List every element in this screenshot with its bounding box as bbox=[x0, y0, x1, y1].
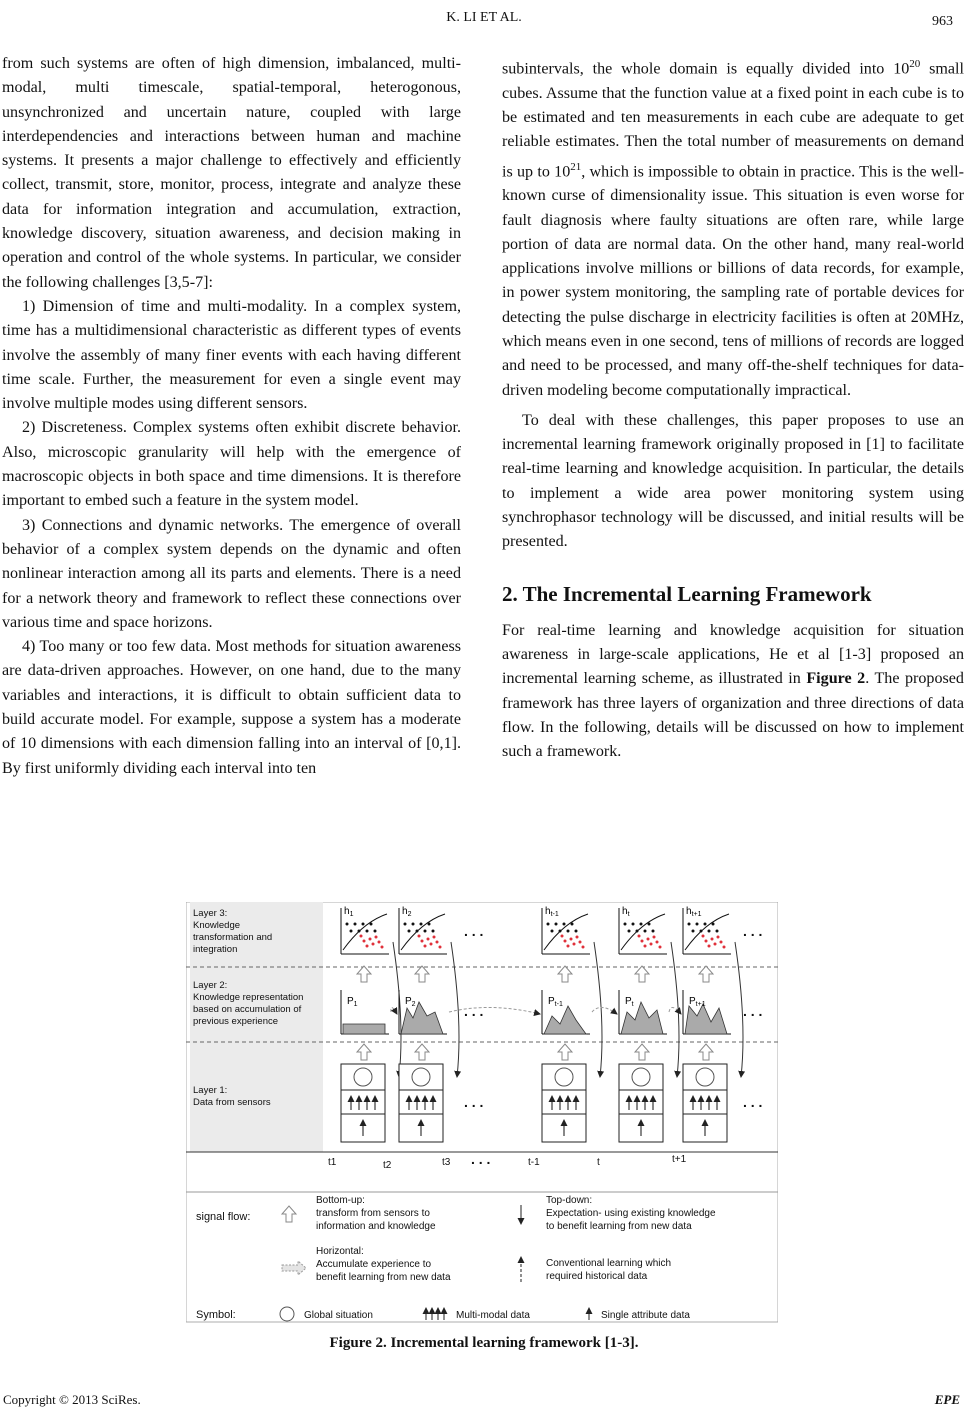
data-point bbox=[439, 946, 442, 949]
data-point bbox=[381, 946, 384, 949]
data-point bbox=[555, 923, 558, 926]
text-run: , which is impossible to obtain in practice. This is the well-known curse of dimensionality issue. This situation is even worse for fault diagnosis where faulty situations are often rare, while large portion of data are normal data. On the other hand, many real-world applications involve millions or billions of data records, for example, in power system monitoring, the sampling rate of portable devices for detecting the pulse discharge in electricity facilities is often at 20MHz, which means even in one second, tens of millions of records are logged and need to be processed, and many off-the-shelf techniques for data-driven modeling become computationally impractical. bbox=[502, 162, 964, 399]
data-point bbox=[712, 923, 715, 926]
data-point bbox=[366, 945, 369, 948]
plot-label: $h_1$ bbox=[344, 906, 354, 918]
data-point bbox=[428, 923, 431, 926]
data-point bbox=[408, 930, 411, 933]
data-point bbox=[641, 940, 644, 943]
data-point bbox=[561, 935, 564, 938]
horizontal-legend: Horizontal: Accumulate experience to benefit learning from new data bbox=[316, 1246, 451, 1283]
paragraph: To deal with these challenges, this paper proposes to use an incremental learning framework originally proposed in [1] to facilitate real-time learning and knowledge acquisition. In particular, the details to implement a wide area power monitoring system using synchrophasor technology will be discussed, and initial results will be presented. bbox=[502, 411, 964, 551]
data-point bbox=[427, 938, 430, 941]
figure-caption: Figure 2. Incremental learning framework [1-3]. bbox=[329, 1335, 639, 1351]
paragraph: 4) Too many or too few data. Most methods for situation awareness are data-driven approaches. However, on one hand, due to the many variables and interactions, it is difficult to obtain sufficient data to build accurate model. For example, suppose a system has a moderate of 10 dimensions with each dimension falling into an interval of [0,1]. By first uniformly dividing each interval into ten bbox=[2, 638, 461, 777]
data-point bbox=[632, 923, 635, 926]
time-label: t bbox=[597, 1157, 600, 1168]
data-point bbox=[424, 945, 427, 948]
global-situation-icon bbox=[280, 1307, 294, 1321]
data-point bbox=[576, 936, 579, 939]
data-point bbox=[412, 923, 415, 926]
data-point bbox=[433, 936, 436, 939]
data-point bbox=[702, 935, 705, 938]
data-point bbox=[363, 940, 366, 943]
single-attribute-text: Single attribute data bbox=[601, 1310, 690, 1321]
data-point bbox=[708, 930, 711, 933]
paragraph: 1) Dimension of time and multi-modality. In a complex system, time has a multidimensional characteristic as different types of events involve the assembly of many finer events with each having different time scale. Further, the measurement for even a single event may involve multiple modes using different sensors. bbox=[2, 297, 461, 413]
data-point bbox=[564, 940, 567, 943]
data-point bbox=[573, 943, 576, 946]
data-point bbox=[567, 930, 570, 933]
paragraph: 3) Connections and dynamic networks. The emergence of overall behavior of a complex system depends on the dynamic and often nonlinear interaction among all its parts and elements. There is a need for a network theory and framework to reflect these connections over various time and space horizons. bbox=[2, 516, 461, 631]
data-point bbox=[362, 923, 365, 926]
plot-label: $h_{t-1}$ bbox=[545, 906, 559, 918]
data-point bbox=[720, 941, 723, 944]
data-point bbox=[640, 923, 643, 926]
time-label: t+1 bbox=[672, 1154, 687, 1165]
journal-abbrev: EPE bbox=[934, 1392, 960, 1407]
data-point bbox=[372, 943, 375, 946]
data-point bbox=[716, 930, 719, 933]
global-situation-icon bbox=[555, 1068, 573, 1086]
page-number: 963 bbox=[932, 14, 953, 29]
ellipsis: . . . bbox=[464, 1094, 484, 1110]
data-point bbox=[346, 923, 349, 926]
data-point bbox=[652, 930, 655, 933]
data-point bbox=[559, 930, 562, 933]
running-header bbox=[0, 8, 968, 30]
data-point bbox=[547, 923, 550, 926]
figure-incremental-learning bbox=[186, 902, 778, 1324]
time-label: t1 bbox=[328, 1157, 337, 1168]
right-column bbox=[502, 52, 964, 764]
data-point bbox=[624, 923, 627, 926]
data-point bbox=[551, 930, 554, 933]
layer1-label: Layer 1: Data from sensors bbox=[193, 1085, 271, 1108]
data-point bbox=[418, 935, 421, 938]
ellipsis: . . . bbox=[743, 923, 763, 939]
data-point bbox=[696, 923, 699, 926]
ellipsis: . . . bbox=[471, 1151, 491, 1167]
time-label: t3 bbox=[442, 1157, 451, 1168]
running-title: K. LI ET AL. bbox=[446, 10, 522, 25]
bottom-up-legend: Bottom-up: transform from sensors to information and knowledge bbox=[316, 1195, 436, 1232]
data-point bbox=[570, 938, 573, 941]
data-point bbox=[430, 943, 433, 946]
data-point bbox=[350, 930, 353, 933]
data-point bbox=[369, 938, 372, 941]
plot-label: $h_t$ bbox=[622, 906, 630, 918]
data-point bbox=[575, 930, 578, 933]
data-point bbox=[644, 945, 647, 948]
copyright: Copyright © 2013 SciRes. bbox=[3, 1392, 141, 1407]
data-point bbox=[692, 930, 695, 933]
data-point bbox=[723, 946, 726, 949]
data-point bbox=[648, 923, 651, 926]
signal-flow-label: signal flow: bbox=[196, 1211, 251, 1223]
data-point bbox=[700, 930, 703, 933]
paragraph: 2) Discreteness. Complex systems often exhibit discrete behavior. Also, microscopic granularity will help with the emergence of macroscopic objects in both space and time dimensions. It is therefore important to embed such a feature in the system model. bbox=[2, 419, 461, 510]
paragraph bbox=[502, 52, 964, 403]
data-point bbox=[375, 936, 378, 939]
framework-diagram bbox=[186, 902, 778, 1324]
superscript: 21 bbox=[570, 160, 582, 173]
left-column bbox=[2, 52, 461, 781]
plot-label: $h_2$ bbox=[402, 906, 412, 918]
data-point bbox=[638, 935, 641, 938]
data-point bbox=[656, 941, 659, 944]
distribution-label: $P_2$ bbox=[405, 996, 416, 1008]
data-point bbox=[688, 923, 691, 926]
data-point bbox=[360, 935, 363, 938]
data-point bbox=[647, 938, 650, 941]
data-point bbox=[717, 936, 720, 939]
global-situation-text: Global situation bbox=[304, 1310, 373, 1321]
superscript: 20 bbox=[909, 58, 921, 70]
symbol-label: Symbol: bbox=[196, 1309, 236, 1321]
data-point bbox=[421, 940, 424, 943]
global-situation-icon bbox=[354, 1068, 372, 1086]
global-situation-icon bbox=[412, 1068, 430, 1086]
data-point bbox=[567, 945, 570, 948]
data-point bbox=[653, 936, 656, 939]
layer3-label: Layer 3: Knowledge transformation and integration bbox=[193, 908, 273, 955]
text-run: small cubes. Assume that the function value at a fixed point in each cube is to be estimated and ten measurements in each cube are adequate to get reliable estimates. Then the total number of measurements on demand is up to 10 bbox=[502, 60, 965, 180]
section-heading: 2. The Incremental Learning Framework bbox=[502, 581, 872, 606]
layer2-label: Layer 2: Knowledge representation based on accumulation of previous experience bbox=[193, 980, 304, 1027]
data-point bbox=[705, 940, 708, 943]
data-point bbox=[366, 930, 369, 933]
data-point bbox=[563, 923, 566, 926]
data-point bbox=[416, 930, 419, 933]
data-point bbox=[704, 923, 707, 926]
plot-label: $h_{t+1}$ bbox=[686, 906, 702, 918]
data-point bbox=[636, 930, 639, 933]
ellipsis: . . . bbox=[743, 1003, 763, 1019]
ellipsis: . . . bbox=[743, 1094, 763, 1110]
distribution-label: $P_t$ bbox=[625, 996, 634, 1008]
ellipsis: . . . bbox=[464, 923, 484, 939]
data-point bbox=[432, 930, 435, 933]
global-situation-icon bbox=[696, 1068, 714, 1086]
multi-modal-text: Multi-modal data bbox=[456, 1310, 530, 1321]
time-label: t-1 bbox=[528, 1157, 540, 1168]
text-run: For real-time learning and knowledge acquisition for situation awareness in large-scale applications, He et al [1-3] proposed an incremental learning scheme, as illustrated in bbox=[502, 621, 964, 688]
data-point bbox=[582, 946, 585, 949]
data-point bbox=[650, 943, 653, 946]
data-point bbox=[374, 930, 377, 933]
data-point bbox=[711, 938, 714, 941]
distribution-label: $P_{t+1}$ bbox=[689, 996, 706, 1008]
data-point bbox=[644, 930, 647, 933]
conventional-legend: Conventional learning which required historical data bbox=[546, 1258, 672, 1282]
data-point bbox=[358, 930, 361, 933]
text-run: . The proposed framework has three layers of organization and three directions of data flow. In the following, details will be discussed on how to implement such a framework. bbox=[502, 670, 964, 761]
data-point bbox=[708, 945, 711, 948]
data-point bbox=[404, 923, 407, 926]
distribution-shape bbox=[343, 1024, 385, 1034]
data-point bbox=[420, 923, 423, 926]
time-label: t2 bbox=[383, 1160, 392, 1171]
data-point bbox=[424, 930, 427, 933]
paragraph bbox=[502, 619, 964, 765]
data-point bbox=[436, 941, 439, 944]
data-point bbox=[714, 943, 717, 946]
data-point bbox=[378, 941, 381, 944]
data-point bbox=[354, 923, 357, 926]
figure-reference[interactable]: Figure 2 bbox=[806, 670, 866, 688]
ellipsis: . . . bbox=[464, 1003, 484, 1019]
data-point bbox=[370, 923, 373, 926]
data-point bbox=[579, 941, 582, 944]
paragraph: from such systems are often of high dimension, imbalanced, multi-modal, multi timescale, spatial-temporal, heterogonous, unsynchronized and uncertain nature, coupled with large interdependencies and interactions between human and machine systems. It presents a major challenge to effectively and efficiently collect, transmit, store, monitor, process, integrate and analyze these data for information integration and accumulation, extraction, knowledge discovery, situation awareness, and decision making in operation and control of the whole systems. In particular, we consider the following challenges [3,5-7]: bbox=[2, 55, 461, 291]
distribution-label: $P_1$ bbox=[347, 996, 358, 1008]
data-point bbox=[571, 923, 574, 926]
text-run: subintervals, the whole domain is equally divided into 10 bbox=[502, 60, 910, 78]
top-down-legend: Top-down: Expectation- using existing knowledge to benefit learning from new data bbox=[546, 1195, 716, 1232]
distribution-label: $P_{t-1}$ bbox=[548, 996, 563, 1008]
data-point bbox=[628, 930, 631, 933]
data-point bbox=[659, 946, 662, 949]
global-situation-icon bbox=[632, 1068, 650, 1086]
